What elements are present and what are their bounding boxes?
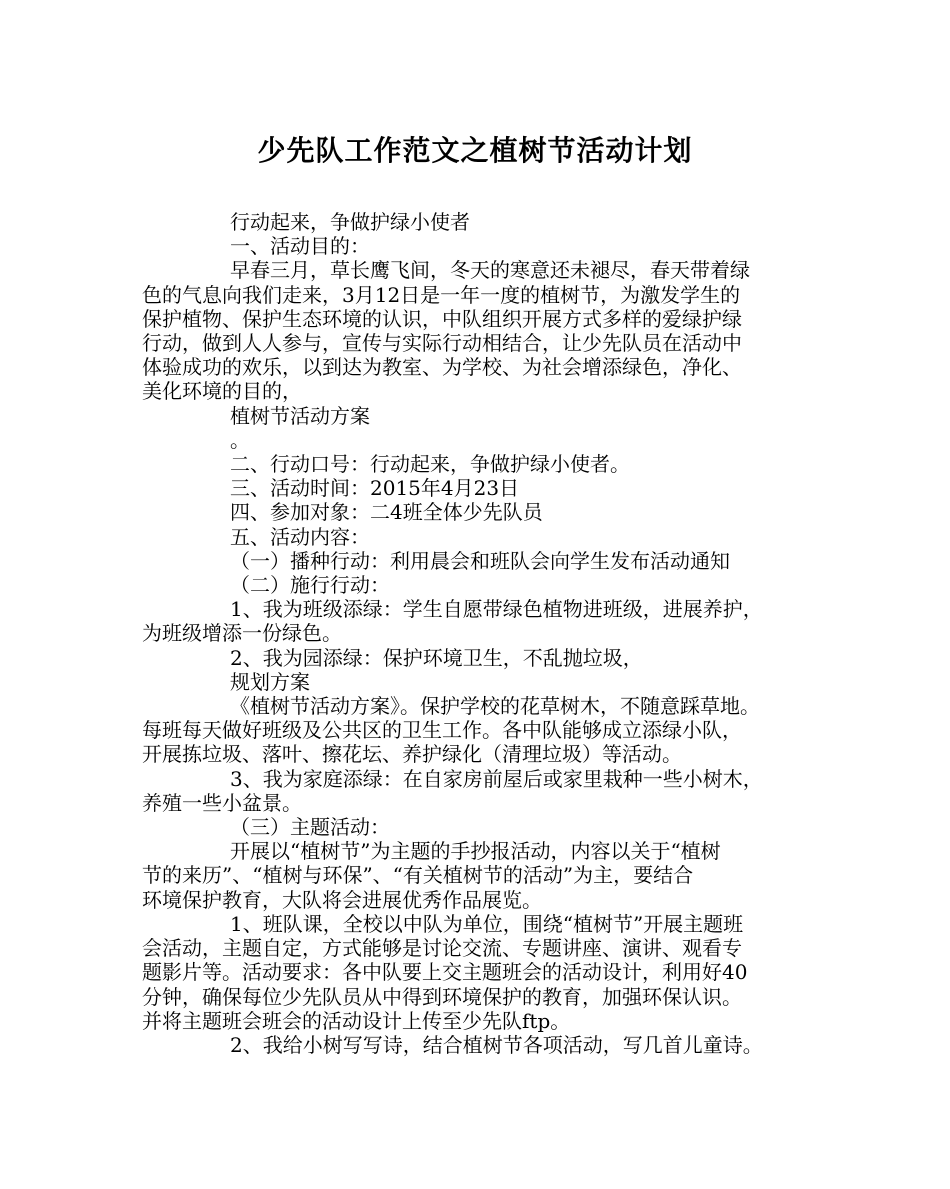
document-body — [142, 210, 822, 1057]
document-line: 环境保护教育，大队将会进展优秀作品展览。 — [142, 887, 542, 912]
document-line: 并将主题班会班会的活动设计上传至少先队ftp。 — [142, 1008, 571, 1033]
document-line: 题影片等。活动要求：各中队要上交主题班会的活动设计，利用好40 — [142, 960, 748, 985]
document-line: 养殖一些小盆景。 — [142, 790, 302, 815]
document-line: 行动起来，争做护绿小使者 — [230, 210, 470, 234]
document-line: 为班级增添一份绿色。 — [142, 621, 342, 646]
document-line: 3、我为家庭添绿：在自家房前屋后或家里栽种一些小树木， — [230, 766, 763, 791]
document-title: 少先队工作范文之植树节活动计划 — [257, 134, 693, 167]
document-line: 2、我给小树写写诗，结合植树节各项活动，写几首儿童诗。 — [230, 1032, 763, 1057]
document-line: 早春三月，草长鹰飞间，冬天的寒意还未褪尽，春天带着绿 — [230, 258, 750, 283]
document-line: 体验成功的欢乐，以到达为教室、为学校、为社会增添绿色，净化、 — [142, 355, 742, 380]
document-line: 色的气息向我们走来，3月12日是一年一度的植树节，为激发学生的 — [142, 282, 741, 307]
document-line: 五、活动内容： — [230, 524, 370, 549]
document-line: 四、参加对象：二4班全体少先队员 — [230, 500, 543, 525]
document-line: 美化环境的目的， — [142, 379, 302, 404]
document-line: （三）主题活动： — [230, 815, 390, 840]
document-line: 。 — [230, 427, 250, 452]
document-line: 保护植物、保护生态环境的认识，中队组织开展方式多样的爱绿护绿 — [142, 306, 742, 331]
document-line: 一、活动目的： — [230, 234, 370, 259]
document-line: 会活动，主题自定，方式能够是讨论交流、专题讲座、演讲、观看专 — [142, 936, 742, 961]
document-line: 二、行动口号：行动起来，争做护绿小使者。 — [230, 452, 630, 477]
document-line: 开展拣垃圾、落叶、擦花坛、养护绿化（清理垃圾）等活动。 — [142, 742, 682, 767]
document-line: 开展以“植树节”为主题的手抄报活动，内容以关于“植树 — [230, 839, 721, 864]
document-line: 行动，做到人人参与，宣传与实际行动相结合，让少先队员在活动中 — [142, 331, 742, 356]
document-line: 每班每天做好班级及公共区的卫生工作。各中队能够成立添绿小队， — [142, 718, 742, 743]
document-line: 1、我为班级添绿：学生自愿带绿色植物进班级，进展养护， — [230, 597, 763, 622]
document-line: 规划方案 — [230, 669, 310, 694]
document-line: 节的来历”、“植树与环保”、“有关植树节的活动”为主，要结合 — [142, 863, 694, 888]
document-line: 三、活动时间：2015年4月23日 — [230, 476, 520, 501]
document-line: （一）播种行动：利用晨会和班队会向学生发布活动通知 — [230, 548, 730, 573]
document-line: 2、我为园添绿：保护环境卫生，不乱抛垃圾， — [230, 645, 643, 670]
document-line: 1、班队课，全校以中队为单位，围绕“植树节”开展主题班 — [230, 911, 744, 936]
document-line: 《植树节活动方案》。保护学校的花草树木，不随意踩草地。 — [230, 694, 760, 719]
document-line: （二）施行行动： — [230, 573, 390, 598]
document-line: 分钟，确保每位少先队员从中得到环境保护的教育，加强环保认识。 — [142, 984, 742, 1009]
document-line: 植树节活动方案 — [230, 403, 370, 428]
